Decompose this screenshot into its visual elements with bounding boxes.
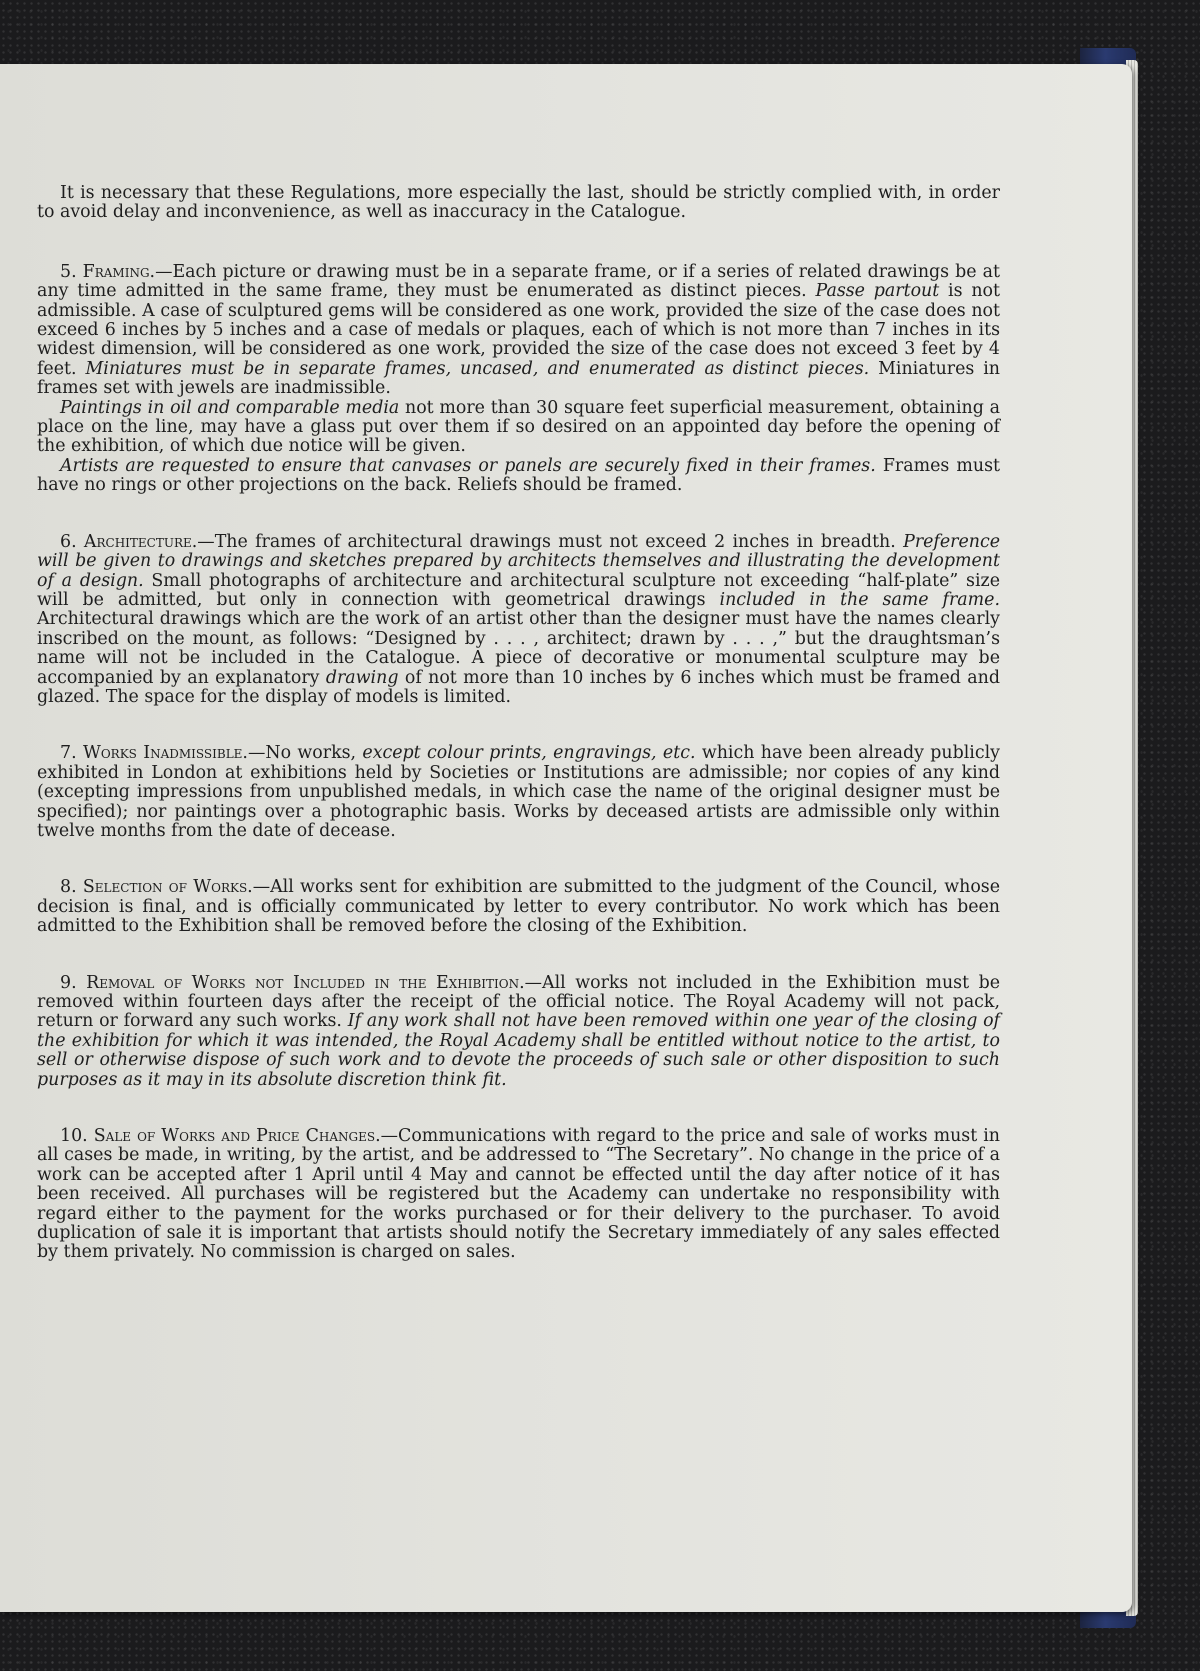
body-text: Small photographs of architecture and architectural sculpture not exceeding “half-plate” size will be admitted, but only in connection with geometrical drawings [37,570,1000,610]
italic-text: Artists are requested to ensure that canvases or panels are securely fixed in their frames. [60,455,876,476]
section-paragraph [37,533,1000,708]
section-paragraph [37,1127,1000,1263]
regulation-section [37,1127,1000,1263]
italic-text: Preference will be given to drawings and sketches prepared by architects themselves and illustrating the development of a design. [37,531,1000,591]
body-text: —All works not included in the Exhibition must be removed within fourteen days after the receipt of the official notice. The Royal Academy will not pack, return or forward any such works. [37,972,1001,1032]
section-number: 5. [60,261,77,282]
body-text: —No works, [247,743,363,764]
italic-text: except colour prints, engravings, etc. [362,743,696,764]
body-text: is not admissible. A case of sculptured gems will be considered as one work, provided the size of the case does not exceed 6 inches by 5 inches and a case of medals or plaques, each of which is not more than 7 inches in its widest dimension, will be considered as one work, provided the size of the case does not exceed 3 feet by 4 feet. [37,281,1000,379]
body-text: —The frames of architectural drawings must not exceed 2 inches in breadth. [197,531,904,552]
italic-text: Passe partout [815,281,940,302]
body-text: Miniatures in frames set with jewels are inadmissible. [37,358,1000,399]
italic-text: Paintings in oil and comparable media [60,397,400,418]
regulation-section [37,878,1000,936]
section-paragraph [37,263,1000,399]
section-paragraph [37,974,1000,1090]
section-heading: Selection of Works. [82,877,253,898]
body-text: —Each picture or drawing must be in a separate frame, or if a series of related drawings be at any time admitted in the same frame, they must be enumerated as distinct pieces. [37,261,1000,302]
body-text: Architectural drawings which are the work of an artist other than the designer must have the names clearly inscribed on the mount, as follows: “Designed by . . . , architect; drawn by . . . ,” but the draughtsman’s name will not be included in the Catalogue. A piece of decorative or monumental sculpture may be accompanied by an explanatory [37,609,1000,688]
italic-text: Miniatures must be in separate frames, uncased, and enumerated as distinct pieces. [85,358,870,379]
body-text: Frames must have no rings or other projections on the back. Reliefs should be framed. [37,455,1000,496]
section-paragraph [37,457,1000,496]
intro-paragraph: It is necessary that these Regulations, more especially the last, should be strictly complied with, in order to avoid delay and inconvenience, as well as inaccuracy in the Catalogue. [37,183,1000,223]
body-text: —All works sent for exhibition are submitted to the judgment of the Council, whose decision is final, and is officially communicated by letter to every contributor. No work which has been admitted to the Exhibition shall be removed before the closing of the Exhibition. [37,877,1001,937]
section-paragraph [37,399,1000,457]
body-text: of not more than 10 inches by 6 inches which must be framed and glazed. The space for the display of models is limited. [37,667,1000,707]
regulation-section [37,263,1000,496]
body-text: not more than 30 square feet superficial measurement, obtaining a place on the line, may have a glass put over them if so desired on an appointed day before the opening of the exhibition, of which due notice will be given. [37,397,1000,457]
section-number: 7. [60,743,77,764]
body-text: which have been already publicly exhibited in London at exhibitions held by Societies or Institutions are admissible; nor copies of any kind (excepting impressions from unpublished medals, in which case the name of the original designer must be specified); nor paintings over a photographic basis. Works by deceased artists are admissible only within twelve months from the date of decease. [37,743,1000,841]
regulation-section [37,744,1000,841]
body-text: —Communications with regard to the price and sale of works must in all cases be made, in writing, by the artist, and be addressed to “The Secretary”. No change in the price of a work can be accepted after 1 April until 4 May and cannot be effected until the day after notice of it has been received. All purchases will be registered but the Academy can undertake no responsibility with regard either to the payment for the works purchased or for their delivery to the purchaser. To avoid duplication of sale it is important that artists should notify the Secretary immediately of any sales effected by them privately. No commission is charged on sales. [37,1126,1000,1263]
section-number: 9. [60,972,77,993]
section-heading: Architecture. [83,531,198,552]
section-number: 10. [60,1126,88,1147]
section-heading: Removal of Works not Included in the Exhibition. [86,972,525,993]
regulation-sections [37,263,1000,1263]
italic-text: drawing [325,667,399,688]
section-heading: Framing. [82,261,156,282]
italic-text: If any work shall not have been removed within one year of the closing of the exhibition for which it was intended, the Royal Academy shall be entitled without notice to the artist, to sell or otherwise dispose of such work and to devote the proceeds of such sale or other disposition to such purposes as it may in its absolute discretion think fit. [37,1011,1000,1090]
regulation-section [37,533,1000,708]
regulation-section [37,974,1000,1090]
document-body [37,184,1000,1300]
italic-text: included in the same frame. [719,589,1000,610]
section-paragraph [37,878,1000,936]
section-paragraph [37,744,1000,841]
section-number: 8. [60,877,77,898]
section-number: 6. [60,531,77,552]
section-heading: Sale of Works and Price Changes. [93,1126,381,1147]
section-heading: Works Inadmissible. [82,743,248,764]
